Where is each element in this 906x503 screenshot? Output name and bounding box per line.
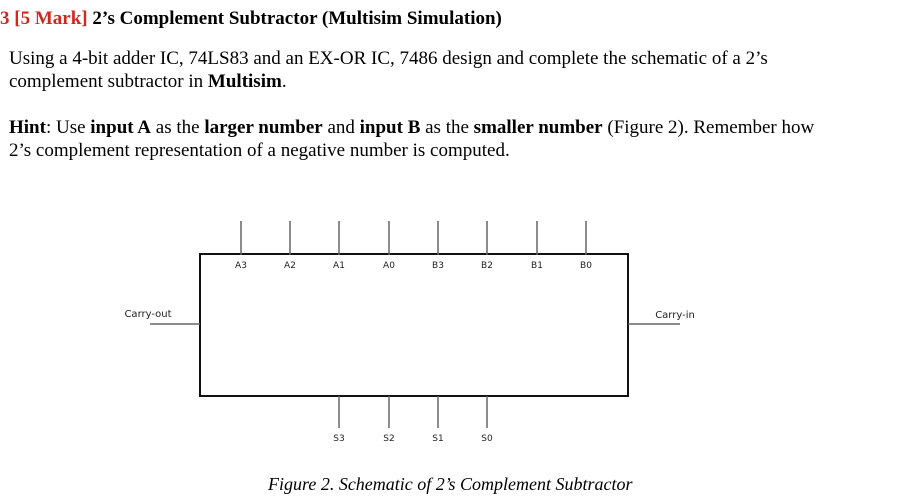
question-number: 3 xyxy=(0,8,10,29)
intro-period: . xyxy=(281,71,287,92)
marks-badge: [5 Mark] xyxy=(14,8,88,29)
pin-label-a0: A0 xyxy=(383,261,395,271)
adder-block xyxy=(200,254,628,396)
pin-label-b1: B1 xyxy=(531,261,543,271)
section-title: 2’s Complement Subtractor (Multisim Simulation) xyxy=(92,8,502,29)
figure-caption: Figure 2. Schematic of 2’s Complement Subtractor xyxy=(268,474,633,494)
pin-label-b0: B0 xyxy=(580,261,592,271)
pin-label-a3: A3 xyxy=(235,261,247,271)
pin-label-s2: S2 xyxy=(383,434,395,444)
hint-label: Hint xyxy=(9,117,46,138)
pin-label-s0: S0 xyxy=(481,434,493,444)
pin-label-b3: B3 xyxy=(432,261,444,271)
hint-text-4: as the xyxy=(420,117,474,138)
pin-label-b2: B2 xyxy=(481,261,493,271)
hint-text-1: : Use xyxy=(45,117,91,138)
hint-input-a: input A xyxy=(90,117,152,138)
carry-out-label: Carry-out xyxy=(124,309,172,320)
hint-text-5: (Figure 2). Remember how xyxy=(602,117,815,138)
hint-line-2: 2’s complement representation of a negative number is computed. xyxy=(9,140,510,161)
hint-text-2: as the xyxy=(151,117,205,138)
hint-text-3: and xyxy=(322,117,360,138)
software-name: Multisim xyxy=(207,71,282,92)
hint-smaller: smaller number xyxy=(473,117,603,138)
intro-line-1: Using a 4-bit adder IC, 74LS83 and an EX-OR IC, 7486 design and complete the schematic of a 2’s xyxy=(9,48,768,69)
intro-text: complement subtractor in xyxy=(9,71,208,92)
hint-larger: larger number xyxy=(204,117,323,138)
pin-label-s3: S3 xyxy=(333,434,345,444)
pin-label-s1: S1 xyxy=(432,434,444,444)
hint-input-b: input B xyxy=(359,117,421,138)
pin-label-a2: A2 xyxy=(284,261,296,271)
carry-in-label: Carry-in xyxy=(655,310,695,321)
pin-label-a1: A1 xyxy=(333,261,345,271)
